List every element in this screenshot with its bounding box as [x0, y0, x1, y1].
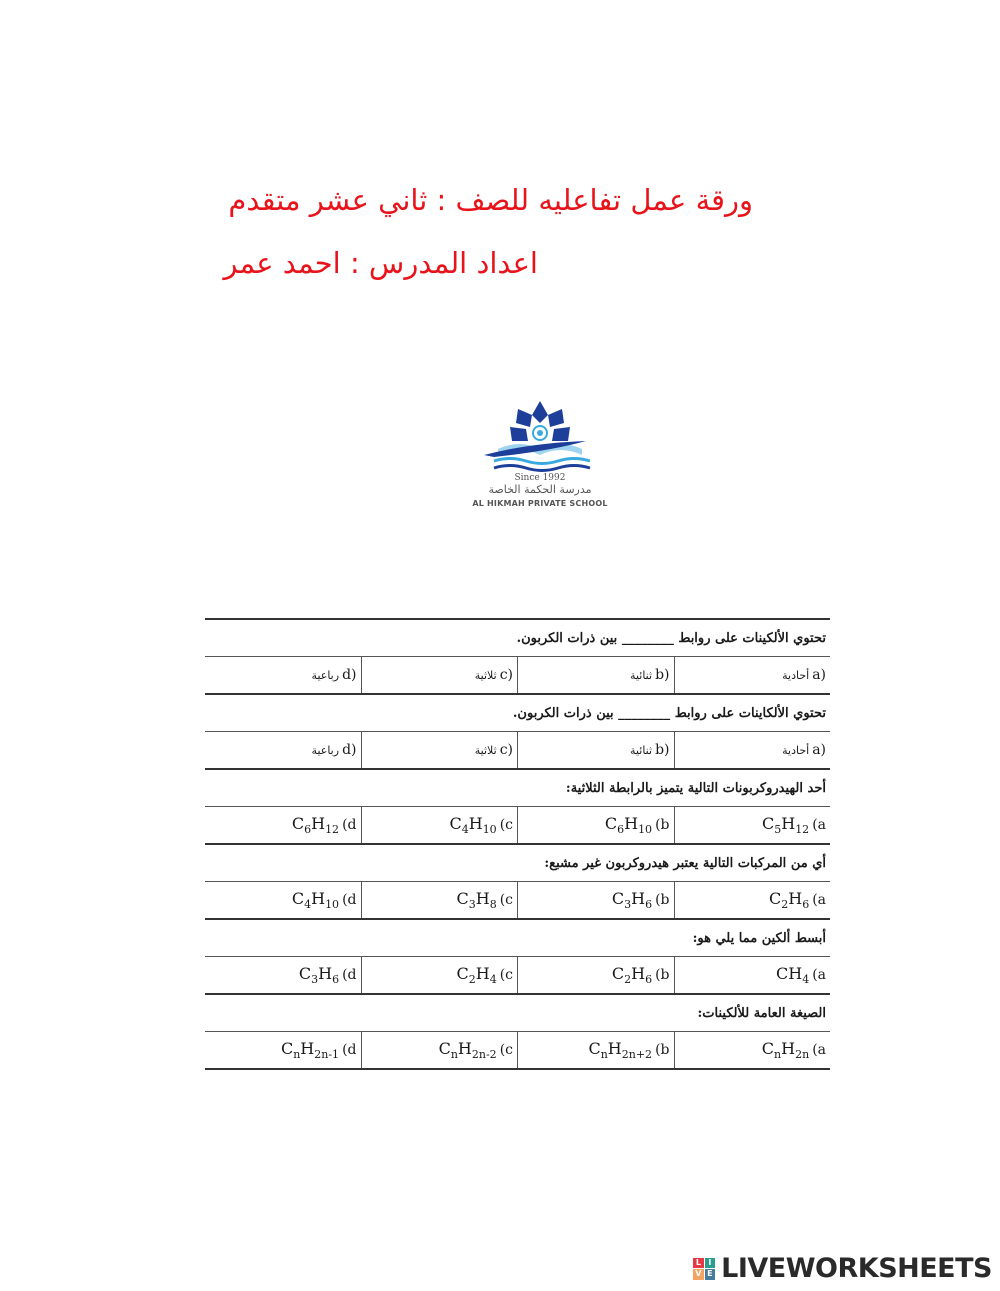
formula-subscript: 10 [325, 898, 340, 912]
formula-element: C [456, 888, 469, 908]
question-row [205, 695, 830, 732]
option-c[interactable] [361, 957, 518, 993]
option-letter: (b [655, 892, 670, 908]
formula-element: C [604, 813, 618, 833]
formula-subscript: n [600, 1048, 608, 1062]
option-formula [612, 889, 652, 911]
liveworksheets-logo-icon [693, 1258, 715, 1280]
formula-subscript: 4 [304, 898, 312, 912]
question-text: تحتوي الألكاينات على روابط ________ بين ذرات الكربون. [512, 705, 826, 721]
logo-since: Since 1992 [514, 473, 566, 483]
option-b[interactable] [517, 957, 674, 993]
formula-element: C [291, 888, 305, 908]
worksheet-title: ورقة عمل تفاعليه للصف : ثاني عشر متقدم [228, 183, 753, 217]
question-text: تحتوي الألكينات على روابط ________ بين ذرات الكربون. [516, 630, 826, 646]
formula-subscript: n [450, 1048, 458, 1062]
question-row [205, 770, 830, 807]
formula-subscript: 2n [795, 1048, 810, 1062]
option-letter: (a [812, 817, 826, 833]
formula-element: H [311, 888, 326, 908]
formula-subscript: n [774, 1048, 782, 1062]
option-formula [281, 1039, 339, 1061]
question-text: أحد الهيدروكربونات التالية يتميز بالرابطة الثلاثية: [565, 780, 826, 796]
option-letter: (d [342, 967, 357, 983]
option-c[interactable] [361, 732, 518, 768]
option-a[interactable] [674, 882, 831, 918]
option-formula [588, 1039, 652, 1061]
question-row [205, 995, 830, 1032]
option-d[interactable] [205, 807, 361, 843]
question-text: الصيغة العامة للألكينات: [697, 1005, 826, 1021]
option-a[interactable] [674, 807, 831, 843]
formula-element: C [768, 888, 782, 908]
option-text: ثنائية [630, 743, 653, 757]
formula-element: H [781, 1038, 796, 1058]
option-text: أحادية [782, 668, 810, 682]
option-letter: a) [812, 667, 826, 683]
formula-subscript: 4 [802, 973, 810, 987]
option-c[interactable] [361, 1032, 518, 1068]
logo-arabic-name: مدرسة الحكمة الخاصة [488, 483, 592, 496]
formula-subscript: n [293, 1048, 301, 1062]
option-c[interactable] [361, 807, 518, 843]
formula-subscript: 10 [482, 823, 497, 837]
formula-element: C [438, 1038, 451, 1058]
formula-subscript: 2 [468, 973, 476, 987]
formula-element: C [291, 813, 305, 833]
option-letter: (c [499, 817, 513, 833]
formula-subscript: 3 [311, 973, 319, 987]
option-letter: a) [812, 742, 826, 758]
option-text: ثلاثية [474, 743, 497, 757]
option-letter: (d [342, 1042, 357, 1058]
options-row [205, 807, 830, 845]
option-text: ثلاثية [474, 668, 497, 682]
option-letter: (c [499, 1042, 513, 1058]
brand-mark-letter: L [693, 1258, 704, 1269]
option-text: رباعية [311, 668, 340, 682]
formula-element: H [631, 963, 646, 983]
option-formula [762, 1039, 809, 1061]
formula-subscript: 6 [617, 823, 625, 837]
option-d[interactable] [205, 732, 361, 768]
option-d[interactable] [205, 957, 361, 993]
option-letter: (a [812, 1042, 826, 1058]
option-letter: (d [342, 817, 357, 833]
question-text: أي من المركبات التالية يعتبر هيدروكربون غير مشبع: [544, 855, 826, 871]
option-b[interactable] [517, 732, 674, 768]
formula-element: H [468, 813, 483, 833]
formula-element: H [457, 1038, 472, 1058]
formula-subscript: 2n+2 [621, 1048, 653, 1062]
liveworksheets-brand [693, 1253, 992, 1284]
option-b[interactable] [517, 882, 674, 918]
formula-element: H [475, 888, 490, 908]
option-b[interactable] [517, 1032, 674, 1068]
formula-element: H [318, 963, 333, 983]
option-text: أحادية [782, 743, 810, 757]
option-a[interactable] [674, 732, 831, 768]
option-formula [299, 964, 339, 986]
formula-element: C [588, 1038, 601, 1058]
formula-element: H [607, 1038, 622, 1058]
formula-element: C [611, 888, 625, 908]
formula-subscript: 4 [461, 823, 469, 837]
formula-subscript: 3 [624, 898, 632, 912]
formula-element: H [631, 888, 646, 908]
formula-element: C [761, 1038, 775, 1058]
option-c[interactable] [361, 657, 518, 693]
formula-subscript: 4 [489, 973, 497, 987]
options-row [205, 732, 830, 770]
brand-mark-letter: V [693, 1269, 704, 1280]
option-text: ثنائية [630, 668, 653, 682]
formula-subscript: 2 [781, 898, 789, 912]
option-b[interactable] [517, 807, 674, 843]
question-row [205, 920, 830, 957]
formula-subscript: 6 [802, 898, 810, 912]
option-letter: (b [655, 1042, 670, 1058]
option-letter: d) [342, 667, 357, 683]
formula-element: C [449, 813, 462, 833]
question-row [205, 620, 830, 657]
option-formula [776, 964, 809, 986]
formula-element: H [624, 813, 639, 833]
option-d[interactable] [205, 882, 361, 918]
option-a[interactable] [674, 657, 831, 693]
options-row [205, 657, 830, 695]
option-letter: (b [655, 817, 670, 833]
formula-subscript: 2n-2 [471, 1048, 497, 1062]
option-formula [456, 964, 496, 986]
option-letter: b) [655, 667, 670, 683]
teacher-line: اعداد المدرس : احمد عمر [223, 246, 538, 280]
school-emblem-icon [470, 393, 610, 473]
option-letter: (c [499, 892, 513, 908]
formula-element: H [475, 963, 490, 983]
option-text: رباعية [311, 743, 340, 757]
formula-subscript: 6 [332, 973, 340, 987]
formula-element: C [456, 963, 469, 983]
option-formula [449, 814, 496, 836]
formula-element: H [311, 813, 326, 833]
school-logo [470, 393, 610, 513]
quiz-table [205, 618, 830, 1070]
option-formula [769, 889, 809, 911]
option-c[interactable] [361, 882, 518, 918]
brand-text: LIVEWORKSHEETS [721, 1253, 992, 1284]
formula-element: C [611, 963, 625, 983]
option-letter: c) [499, 742, 513, 758]
option-formula [292, 814, 339, 836]
formula-element: CH [775, 963, 803, 983]
option-formula [762, 814, 809, 836]
option-letter: (b [655, 967, 670, 983]
option-letter: c) [499, 667, 513, 683]
option-letter: (a [812, 967, 826, 983]
option-letter: d) [342, 742, 357, 758]
formula-subscript: 2n-1 [314, 1048, 340, 1062]
option-formula [439, 1039, 497, 1061]
formula-subscript: 10 [638, 823, 653, 837]
formula-subscript: 3 [468, 898, 476, 912]
option-letter: (d [342, 892, 357, 908]
option-a[interactable] [674, 1032, 831, 1068]
option-letter: (a [812, 892, 826, 908]
formula-subscript: 8 [489, 898, 497, 912]
formula-subscript: 12 [325, 823, 340, 837]
formula-subscript: 2 [624, 973, 632, 987]
formula-subscript: 6 [304, 823, 312, 837]
formula-element: C [298, 963, 312, 983]
option-letter: (c [499, 967, 513, 983]
options-row [205, 882, 830, 920]
formula-subscript: 6 [645, 973, 653, 987]
option-formula [292, 889, 339, 911]
formula-element: H [781, 813, 796, 833]
logo-english-name: AL HIKMAH PRIVATE SCHOOL [472, 499, 608, 508]
option-b[interactable] [517, 657, 674, 693]
option-formula [456, 889, 496, 911]
question-row [205, 845, 830, 882]
formula-element: H [300, 1038, 315, 1058]
brand-mark-letter: I [705, 1258, 716, 1269]
option-d[interactable] [205, 1032, 361, 1068]
formula-element: H [788, 888, 803, 908]
option-d[interactable] [205, 657, 361, 693]
option-formula [605, 814, 652, 836]
option-a[interactable] [674, 957, 831, 993]
formula-element: C [761, 813, 775, 833]
formula-subscript: 6 [645, 898, 653, 912]
option-formula [612, 964, 652, 986]
options-row [205, 1032, 830, 1070]
formula-subscript: 12 [795, 823, 810, 837]
formula-element: C [280, 1038, 294, 1058]
options-row [205, 957, 830, 995]
option-letter: b) [655, 742, 670, 758]
brand-mark-letter: E [705, 1269, 716, 1280]
formula-subscript: 5 [774, 823, 782, 837]
question-text: أبسط ألكين مما يلي هو: [692, 930, 826, 946]
